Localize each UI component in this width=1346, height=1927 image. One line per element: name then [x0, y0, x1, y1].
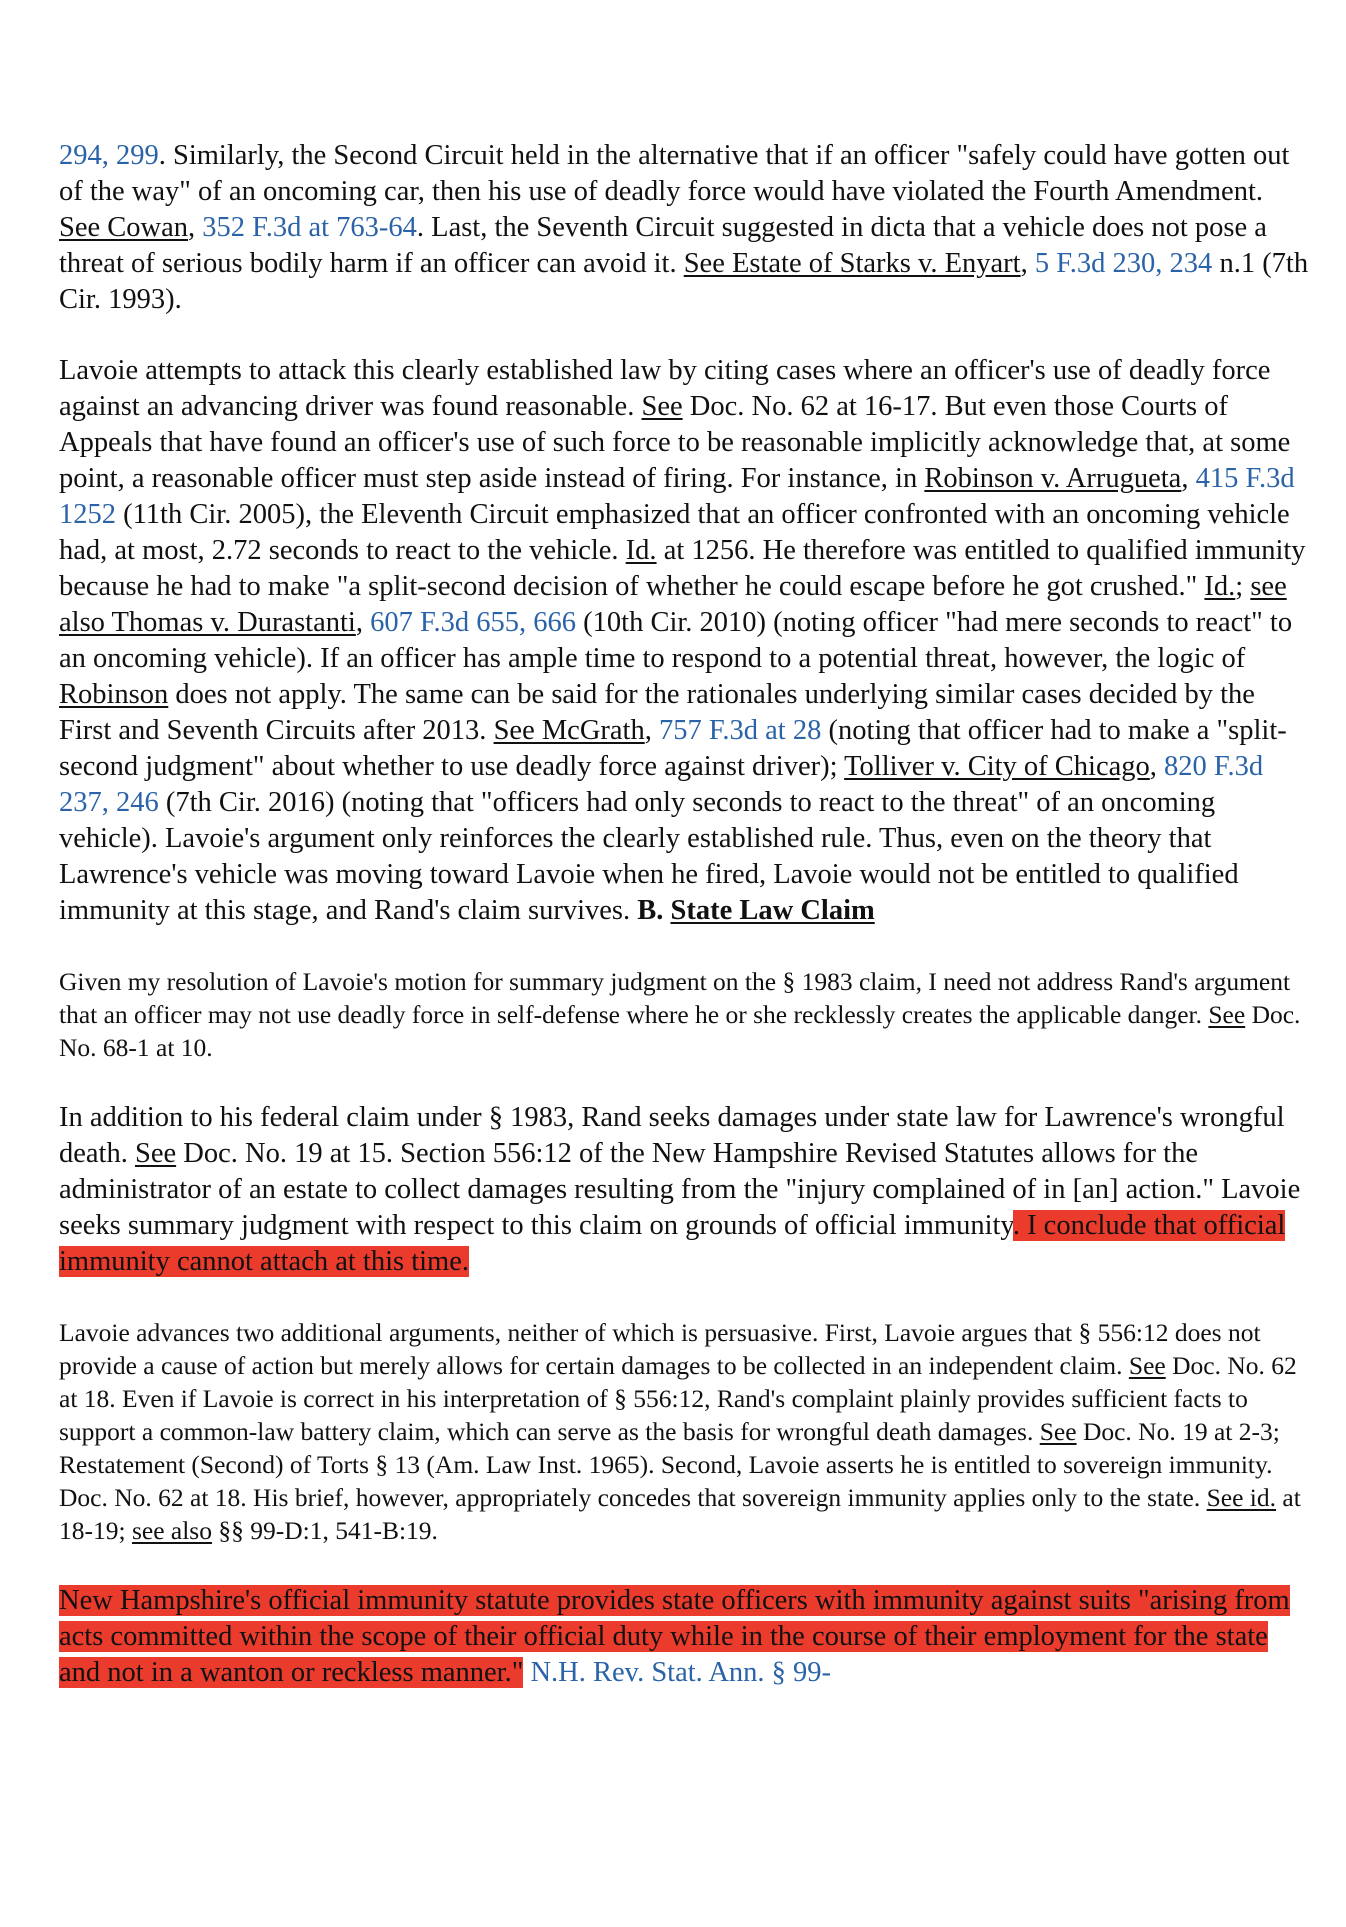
- text-run: at 18-19;: [59, 1483, 1301, 1545]
- case-name: See Cowan: [59, 212, 189, 243]
- text-run: Doc. No. 19 at 2-3; Restatement (Second) of Torts § 13 (Am. Law Inst. 1965). Second, Lavoie asserts he is entitled to sovereign immunity. Doc. No. 62 at 18. His brief, however, appropriately concedes that sovereign immunity applies only to the state.: [59, 1417, 1280, 1512]
- text-run: Doc. No. 62 at 18. Even if Lavoie is correct in his interpretation of § 556:12, Rand's complaint plainly provides sufficient facts to support a common-law battery claim, which can serve as the basis for wrongful death damages.: [59, 1351, 1297, 1446]
- text-run: ,: [1181, 463, 1196, 494]
- citation-link[interactable]: 352 F.3d at 763-64: [202, 212, 417, 243]
- text-run: . Similarly, the Second Circuit held in the alternative that if an officer "safely could have gotten out of the way" of an oncoming car, then his use of deadly force would have violated the Fourth Amendment.: [59, 140, 1290, 207]
- case-name: Tolliver v. City of Chicago: [844, 751, 1150, 782]
- signal-see: See: [1128, 1351, 1166, 1380]
- case-name: See McGrath: [493, 715, 645, 746]
- text-run: Lavoie attempts to attack this clearly established law by citing cases where an officer's use of deadly force against an advancing driver was found reasonable.: [59, 355, 1271, 422]
- case-name: see also Thomas v. Durastanti: [59, 571, 1287, 638]
- text-run: (11th Cir. 2005), the Eleventh Circuit emphasized that an officer confronted with an oncoming vehicle had, at most, 2.72 seconds to react to the vehicle.: [59, 499, 1290, 566]
- text-run: (7th Cir. 2016) (noting that "officers had only seconds to react to the threat" of an oncoming vehicle). Lavoie's argument only reinforces the clearly established rule. Thus, even on the theory that Lawrence's vehicle was moving toward Lavoie when he fired, Lavoie would not be entitled to qualified immunity at this stage, and Rand's claim survives.: [59, 787, 1239, 926]
- citation-link[interactable]: 757 F.3d at 28: [658, 715, 822, 746]
- text-run: ,: [188, 212, 203, 243]
- paragraph-state-claim: [59, 1100, 1309, 1280]
- citation-link[interactable]: N.H. Rev. Stat. Ann. § 99-: [530, 1657, 832, 1688]
- highlighted-statute-quote: New Hampshire's official immunity statute provides state officers with immunity against suits "arising from acts committed within the scope of their official duty while in the course of their employment for the state and not in a wanton or reckless manner.": [59, 1585, 1290, 1688]
- citation-link[interactable]: 294, 299: [59, 140, 159, 171]
- citation-link[interactable]: 820 F.3d 237, 246: [59, 751, 1264, 818]
- signal-see: See: [1208, 1000, 1246, 1029]
- text-run: ,: [1020, 248, 1035, 279]
- text-run: Given my resolution of Lavoie's motion for summary judgment on the § 1983 claim, I need not address Rand's argument that an officer may not use deadly force in self-defense where he or she recklessly creates the applicable danger.: [59, 967, 1291, 1029]
- signal-see: See: [1039, 1417, 1077, 1446]
- text-run: . Last, the Seventh Circuit suggested in dicta that a vehicle does not pose a threat of serious bodily harm if an officer can avoid it.: [59, 212, 1267, 279]
- paragraph-lavoie-attack: [59, 353, 1309, 929]
- text-run: §§ 99-D:1, 541-B:19.: [211, 1516, 438, 1545]
- signal-see-also: see also: [131, 1516, 212, 1545]
- section-heading: State Law Claim: [670, 895, 875, 926]
- paragraph-footnote-resolution: [59, 965, 1309, 1064]
- signal-see-id: See id.: [1206, 1483, 1277, 1512]
- section-label: B.: [637, 895, 671, 926]
- text-run: ;: [1235, 571, 1251, 602]
- paragraph-additional-arguments: [59, 1316, 1309, 1547]
- text-run: ,: [355, 607, 371, 638]
- case-name: See Estate of Starks v. Enyart: [683, 248, 1021, 279]
- text-run: Doc. No. 19 at 15. Section 556:12 of the New Hampshire Revised Statutes allows for the administrator of an estate to collect damages resulting from the "injury complained of in [an] action." Lavoie seeks summary judgment with respect to this claim on grounds of official immunity: [59, 1138, 1301, 1241]
- signal-see: See: [134, 1138, 177, 1169]
- case-name: Robinson v. Arrugueta: [924, 463, 1182, 494]
- case-name: Robinson: [59, 679, 169, 710]
- text-run: ,: [1149, 751, 1165, 782]
- signal-see: See: [641, 391, 683, 422]
- text-run: does not apply. The same can be said for the rationales underlying similar cases decided by the First and Seventh Circuits after 2013.: [59, 679, 1255, 746]
- signal-id: Id.: [1204, 571, 1236, 602]
- text-run: (10th Cir. 2010) (noting officer "had mere seconds to react" to an oncoming vehicle). If an officer has ample time to respond to a potential threat, however, the logic of: [59, 607, 1293, 674]
- citation-link[interactable]: 415 F.3d 1252: [59, 463, 1295, 530]
- citation-link[interactable]: 5 F.3d 230, 234: [1034, 248, 1213, 279]
- document-page: [59, 138, 1309, 1691]
- text-run: ,: [644, 715, 659, 746]
- signal-id: Id.: [625, 535, 657, 566]
- text-run: at 1256. He therefore was entitled to qualified immunity because he had to make "a split-second decision of whether he could escape before he got crushed.": [59, 535, 1306, 602]
- text-run: Lavoie advances two additional arguments, neither of which is persuasive. First, Lavoie argues that § 556:12 does not provide a cause of action but merely allows for certain damages to be collected in an independent claim.: [59, 1318, 1261, 1380]
- citation-link[interactable]: 607 F.3d 655, 666: [370, 607, 577, 638]
- paragraph-immunity-statute: [59, 1583, 1309, 1691]
- highlighted-conclusion: . I conclude that official immunity cannot attach at this time.: [59, 1210, 1286, 1277]
- text-run: Doc. No. 62 at 16-17. But even those Courts of Appeals that have found an officer's use of such force to be reasonable implicitly acknowledge that, at some point, a reasonable officer must step aside instead of firing. For instance, in: [59, 391, 1291, 494]
- paragraph-circuit-precedents: [59, 138, 1309, 318]
- text-run: (noting that officer had to make a "split-second judgment" about whether to use deadly force against driver);: [59, 715, 1287, 782]
- text-run: n.1 (7th Cir. 1993).: [59, 248, 1309, 315]
- text-run: In addition to his federal claim under § 1983, Rand seeks damages under state law for Lawrence's wrongful death.: [59, 1102, 1285, 1169]
- text-run: Doc. No. 68-1 at 10.: [59, 1000, 1301, 1062]
